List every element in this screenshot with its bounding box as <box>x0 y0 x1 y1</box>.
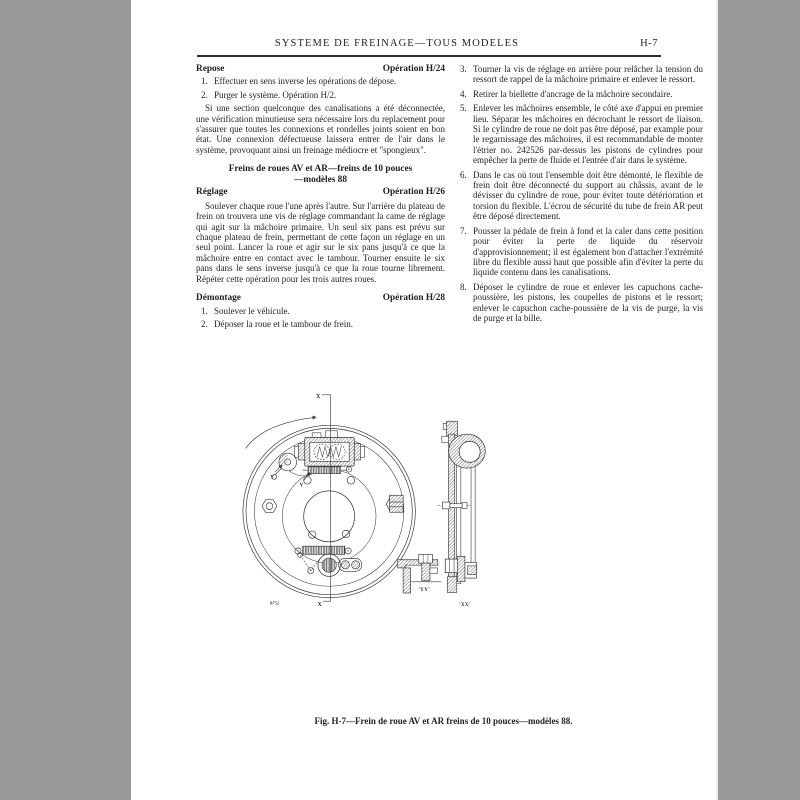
hex-bolt-left <box>262 500 277 513</box>
bolt-hole <box>342 530 349 537</box>
section-heading-repose <box>196 64 445 74</box>
figure-label-x-bottom: X <box>317 601 322 608</box>
figure-caption: Fig. H-7—Frein de roue AV et AR freins de 10 pouces—modèles 88. <box>314 716 573 726</box>
list-item-text: Pousser la pédale de frein à fond et la caler dans cette position pour éviter la perte de liquide du réservoir d'approvisionnement; il est également bon d'attacher l'extrémité libre du flexible aussi haut que possible afin d'éviter la perte du liquide contenu dans les canalisations. <box>473 225 703 278</box>
brake-section-side-view <box>438 421 486 592</box>
paragraph-reglage: Soulever chaque roue l'une après l'autre. Sur l'arrière du plateau de frein on trouvera une vis de réglage commandant la came de réglage qui agit sur la mâchoire primaire. Un seul six pans est prévu sur chaque plateau de frein, permettant de cette façon un réglage en un seul point. Lancer la roue et agir sur le six pans jusqu'à ce que la mâchoire entre en contact avec le tambour. Tourner ensuite le six pans dans le sens inverse jusqu'à ce que la roue tourne librement. Répéter cette opération pour les trois autres roues. <box>196 200 446 284</box>
brake-assembly-diagram <box>228 388 710 720</box>
heading-reglage: Réglage <box>196 187 228 198</box>
figure-label-y2: Y <box>299 482 304 489</box>
return-spring-bottom <box>295 546 351 554</box>
hose-fitting-block <box>390 495 404 512</box>
section-heading-freins <box>196 164 445 185</box>
list-item-number: 8. <box>460 281 467 292</box>
list-item <box>196 319 445 329</box>
list-item-text: Soulever le véhicule. <box>214 305 290 316</box>
right-column <box>455 64 703 327</box>
bolt-hole <box>304 477 311 484</box>
list-item-text: Déposer la roue et le tambour de frein. <box>214 318 353 329</box>
list-item <box>455 103 703 165</box>
figure-ref-number: B752 <box>270 601 280 606</box>
list-item <box>455 226 703 278</box>
list-item <box>455 282 703 324</box>
page-title: SYSTEME DE FREINAGE—TOUS MODELES <box>274 38 520 49</box>
list-item-number: 2. <box>201 89 208 100</box>
list-item-number: 7. <box>460 225 467 236</box>
section-heading-reglage <box>196 187 445 197</box>
operation-h28: Opération H/28 <box>382 293 445 304</box>
list-item <box>196 90 445 100</box>
list-item <box>196 306 445 316</box>
page-number: H-7 <box>640 38 658 49</box>
list-item-text: Purger le système. Opération H/2. <box>214 89 337 100</box>
bolt-hole <box>308 531 315 538</box>
heading-freins-line1: Freins de roues AV et AR—freins de 10 pouces <box>228 164 413 175</box>
list-item-number: 1. <box>201 305 208 316</box>
left-column <box>196 64 445 332</box>
list-item-number: 1. <box>201 76 208 87</box>
bolt-hole <box>347 477 354 484</box>
figure-label-xx: 'XX' <box>459 601 471 608</box>
list-item-number: 3. <box>460 64 467 74</box>
list-item-text: Enlever les mâchoires ensemble, le côté axe d'appui en premier lieu. Séparar les mâchoires en décrochant le ressort de liaison. Si le cylindre de roue ne doit pas être déposé, par example pour le regarnissage des mâchoires, il est recommandable de monter l'étrier no. 242526 par-dessus les pistons de cylindres pour empêcher la perte de fluide et l'entrée d'air dans le système. <box>473 103 703 166</box>
list-item-number: 6. <box>460 169 467 180</box>
list-item <box>455 64 703 85</box>
header-rule <box>197 55 661 57</box>
figure-label-x-top: X <box>316 394 321 401</box>
adjuster-assembly <box>298 553 362 577</box>
list-item-text: Déposer le cylindre de roue et enlever les capuchons cache-poussière, les pistons, les coupelles de pistons et le ressort; enlever le capuchon cache-poussière de la vis de purge, la vis de purge et la bille. <box>473 281 703 323</box>
section-heading-demontage <box>196 293 445 303</box>
paragraph-repose: Si une section quelconque des canalisations a été déconnectée, une vérification minutieuse sera nécessaire lors du replacement pour s'assurer que toutes les connexions et rondelles joints soient en bon état. Une connexion défectueuse laissera entrer de l'air dans le système, provoquant ainsi un freinage médiocre et "spongieux". <box>196 103 445 155</box>
list-item-number: 2. <box>201 318 208 329</box>
list-item <box>455 89 703 99</box>
wheel-cylinder <box>295 431 365 466</box>
heading-freins-line2: —modèles 88 <box>294 174 347 185</box>
list-item <box>196 76 445 86</box>
list-item-text: Dans le cas où tout l'ensemble doit être démonté, le flexible de frein doit être déconnecté du support au châssis, avant de le dévisser du cylindre de roue, pour éviter toute détérioration et torsion du flexible. L'écrou de sécurité du tube de frein AR peut être déposé directement. <box>473 169 703 222</box>
operation-h26: Opération H/26 <box>382 187 445 198</box>
list-item <box>455 170 703 222</box>
list-item-text: Effectuer en sens inverse les opérations de dépose. <box>214 76 397 87</box>
operation-h24: Opération H/24 <box>382 64 445 74</box>
figure-label-y1: Y <box>270 474 275 481</box>
heading-repose: Repose <box>196 64 225 74</box>
brake-backplate-front-view <box>243 417 415 598</box>
piston-right <box>354 444 360 460</box>
list-item-text: Tourner la vis de réglage en arrière pour relâcher la tension du ressort de rappel de la mâchoire primaire et enlever le ressort. <box>473 64 703 85</box>
figure-label-yy: 'YY' <box>418 586 430 593</box>
list-item-number: 4. <box>460 88 467 99</box>
piston-left <box>299 444 305 460</box>
list-item-number: 5. <box>460 103 467 114</box>
manual-page <box>131 0 718 800</box>
heading-demontage: Démontage <box>196 293 241 304</box>
list-item-text: Retirer la biellette d'ancrage de la mâchoire secondaire. <box>473 88 673 99</box>
